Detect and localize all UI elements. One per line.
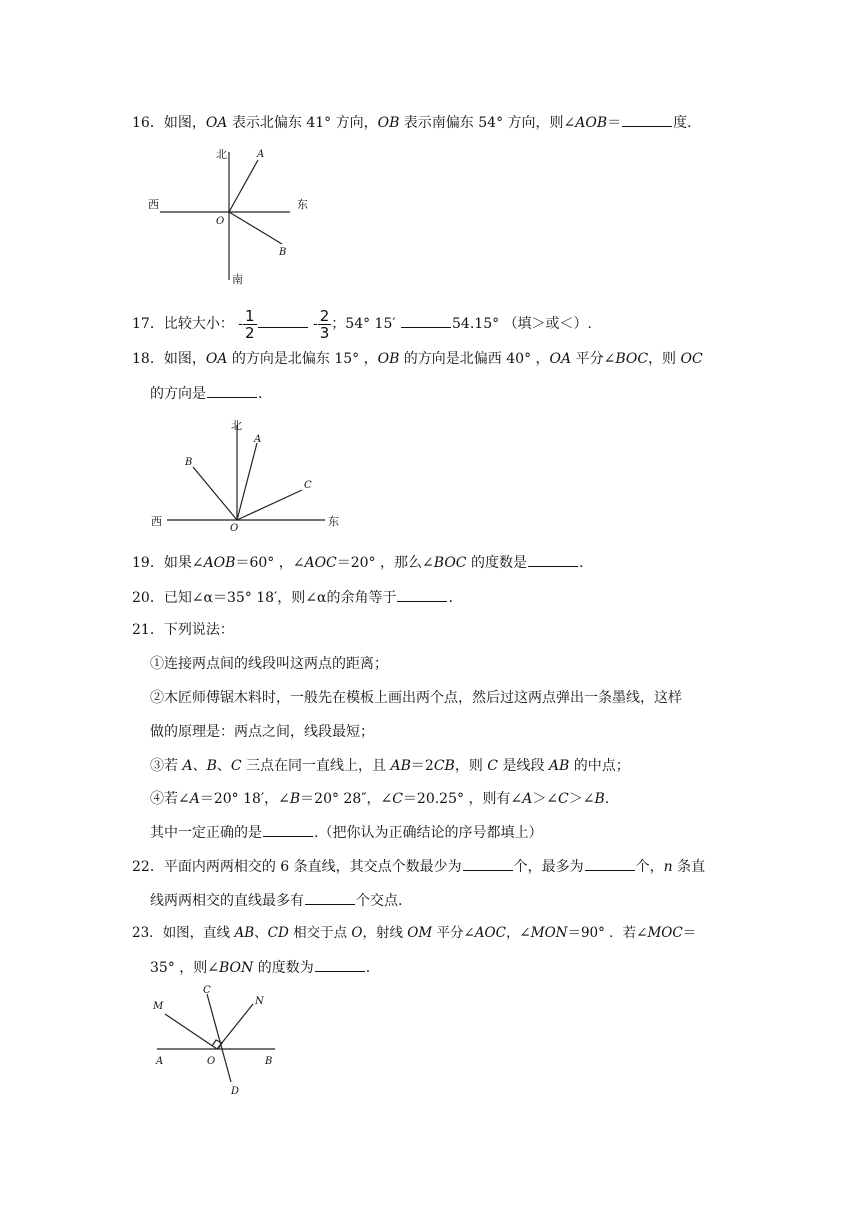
question-21: 21．下列说法：: [132, 622, 234, 638]
fraction-two-thirds: $\frac{2}{3}$: [319, 306, 330, 342]
q21-statement-2b: 做的原理是：两点之间，线段最短；: [150, 724, 374, 740]
ray-ON: [217, 1004, 253, 1049]
question-23: 23．如图，直线 AB、CD 相交于点 O，射线 OM 平分∠AOC，∠MON＝90° ．若∠MOC＝: [132, 925, 697, 941]
answer-blank: [622, 112, 672, 127]
label-N: N: [255, 996, 264, 1007]
ray-OC: [237, 490, 302, 520]
question-23-line2: 35° ，则∠BON 的度数为 .: [150, 957, 370, 978]
ray-OB: [229, 212, 282, 244]
answer-blank: [401, 313, 451, 328]
answer-blank: [263, 822, 313, 837]
question-20: 20．已知∠α＝35° 18′，则∠α的余角等于 .: [132, 587, 453, 608]
ray-OM: [165, 1014, 217, 1049]
label-B: B: [279, 247, 287, 258]
question-22-line2: 线两两相交的直线最多有 个交点.: [150, 890, 402, 911]
q16-number: 16．: [132, 115, 164, 131]
answer-blank: [463, 856, 513, 871]
fraction-one-half: $\frac{1}{2}$: [245, 306, 255, 342]
figure-18-compass: [145, 415, 355, 535]
label-O: O: [230, 523, 239, 534]
label-C: C: [304, 480, 312, 491]
answer-blank: [258, 313, 308, 328]
q21-statement-3: ③若 A、B、C 三点在同一直线上，且 AB＝2CB，则 C 是线段 AB 的中点；: [150, 758, 630, 774]
label-D: D: [231, 1086, 240, 1097]
label-west: 西: [151, 515, 162, 528]
label-O: O: [207, 1056, 216, 1067]
ray-OB: [193, 467, 237, 520]
ray-OA: [229, 160, 258, 212]
ray-OA: [237, 443, 257, 520]
question-18-line2: 的方向是 .: [150, 383, 262, 404]
q21-statement-4: ④若∠A＝20° 18′，∠B＝20° 28″，∠C＝20.25° ，则有∠A＞∠C＞∠B.: [150, 791, 610, 807]
label-east: 东: [297, 198, 308, 211]
question-19: 19．如果∠AOB＝60° ，∠AOC＝20° ，那么∠BOC 的度数是 .: [132, 552, 583, 573]
label-A: A: [156, 1056, 164, 1067]
answer-blank: [305, 890, 355, 905]
label-A: A: [257, 149, 265, 160]
label-north: 北: [216, 148, 227, 161]
line-CD: [207, 994, 231, 1082]
label-C: C: [203, 985, 211, 996]
label-B: B: [185, 457, 193, 468]
q21-statement-1: ①连接两点间的线段叫这两点的距离；: [150, 656, 388, 672]
label-A: A: [254, 434, 262, 445]
figure-23-lines: [145, 980, 295, 1100]
answer-blank: [315, 957, 365, 972]
answer-blank: [207, 383, 257, 398]
question-22: 22．平面内两两相交的 6 条直线，其交点个数最少为 个，最多为 个，n 条直: [132, 856, 705, 877]
label-west: 西: [148, 198, 159, 211]
q21-conclusion: 其中一定正确的是 .（把你认为正确结论的序号都填上）: [150, 822, 542, 843]
label-O: O: [216, 216, 225, 227]
figure-16-compass: [140, 140, 320, 290]
label-north: 北: [231, 419, 242, 432]
question-17: 17．比较大小： - $\frac{1}{2}$ - $\frac{2}{3}$ ；54° 15′ 54.15° （填＞或＜）.: [132, 306, 593, 342]
answer-blank: [585, 856, 635, 871]
question-16: 16．如图，OA 表示北偏东 41° 方向，OB 表示南偏东 54° 方向，则∠AOB＝ 度.: [132, 112, 692, 133]
q21-statement-2a: ②木匠师傅锯木料时，一般先在模板上画出两个点，然后过这两点弹出一条墨线，这样: [150, 690, 682, 706]
answer-blank: [528, 552, 578, 567]
label-south: 南: [232, 273, 243, 286]
answer-blank: [397, 587, 447, 602]
label-east: 东: [328, 515, 339, 528]
question-18: 18．如图，OA 的方向是北偏东 15° ，OB 的方向是北偏西 40° ，OA 平分∠BOC，则 OC: [132, 351, 703, 367]
label-M: M: [153, 1001, 164, 1012]
label-B: B: [265, 1056, 273, 1067]
